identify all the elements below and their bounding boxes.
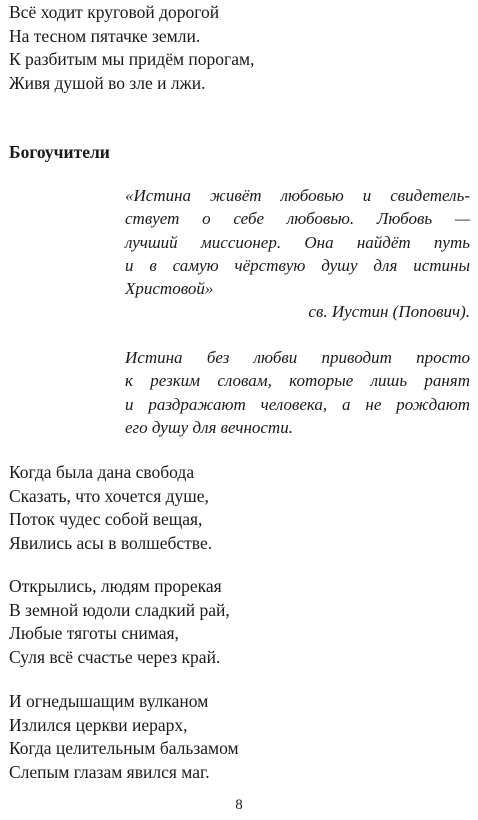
- epigraph-attribution: св. Иустин (Попович).: [308, 302, 470, 321]
- poem-stanza-2: [9, 575, 230, 669]
- page-number: 8: [235, 797, 243, 813]
- poem-stanza-top: [9, 1, 254, 95]
- poem-line: Всё ходит круговой дорогой: [9, 2, 220, 22]
- epigraph-line: Христовой»: [125, 279, 214, 299]
- epigraph-quote-1: [125, 184, 470, 300]
- epigraph-line: и раздражают человека, а не рождают: [125, 394, 470, 414]
- poem-line: Любые тяготы снимая,: [9, 623, 179, 643]
- poem-line: На тесном пятачке земли.: [9, 25, 201, 46]
- epigraph-line: ствует о себе любовью. Любовь —: [125, 209, 470, 229]
- poem-line: Открылись, людям прорекая: [9, 576, 222, 596]
- poem-line: И огнедышащим вулканом: [9, 691, 209, 711]
- poem-line: Излился церкви иерарх,: [9, 714, 188, 735]
- poem-stanza-3: [9, 690, 239, 784]
- poem-line: В земной юдоли сладкий рай,: [9, 599, 230, 620]
- poem-line: Живя душой во зле и лжи.: [9, 72, 206, 93]
- poem-line: Поток чудес собой вещая,: [9, 509, 203, 529]
- epigraph-line: к резким словам, которые лишь ранят: [125, 371, 470, 391]
- poem-line: Когда была дана свобода: [9, 462, 195, 482]
- epigraph-line: лучший миссионер. Она найдёт путь: [125, 232, 470, 252]
- epigraph-quote-2: [125, 346, 470, 439]
- poem-line: Когда целительным бальзамом: [9, 738, 239, 758]
- poem-line: К разбитым мы придём порогам,: [9, 49, 255, 69]
- epigraph-line: и в самую чёрствую душу для истины: [125, 255, 470, 275]
- epigraph-line: его душу для вечности.: [125, 417, 293, 437]
- poem-line: Сказать, что хочется душе,: [9, 485, 209, 506]
- section-heading: Богоучители: [9, 142, 110, 162]
- poem-line: Слепым глазам явился маг.: [9, 761, 210, 782]
- poem-line: Суля всё счастье через край.: [9, 646, 221, 667]
- epigraph-line: Истина без любви приводит просто: [125, 348, 470, 367]
- poem-line: Явились асы в волшебстве.: [9, 532, 213, 553]
- epigraph-line: «Истина живёт любовью и свидетель-: [125, 186, 470, 205]
- poem-stanza-1: [9, 461, 212, 555]
